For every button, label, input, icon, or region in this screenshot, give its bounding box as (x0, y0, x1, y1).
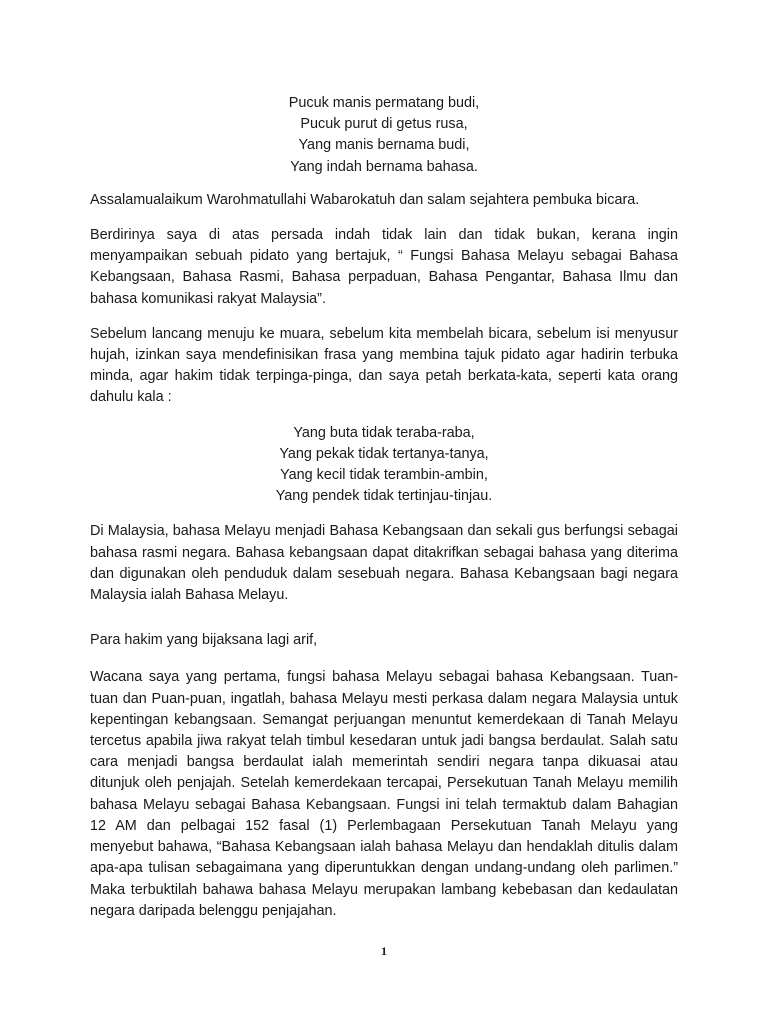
verse-line: Yang pekak tidak tertanya-tanya, (279, 445, 489, 462)
verse-line: Yang indah bernama bahasa. (290, 158, 478, 175)
first-argument-paragraph: Wacana saya yang pertama, fungsi bahasa Melayu sebagai bahasa Kebangsaan. Tuan-tuan dan Puan-puan, ingatlah, bahasa Melayu mesti perkasa dalam negara Malaysia untuk kepentingan kebangsaan. Semangat perjuangan menuntut kemerdekaan di Tanah Melayu tercetus apabila jiwa rakyat telah timbul kesedaran untuk jadi bangsa berdaulat. Salah satu cara menjadi bangsa berdaulat ialah memerintah sendiri negara tanpa dikuasai atau ditunjuk oleh penjajah. Setelah kemerdekaan tercapai, Persekutuan Tanah Melayu memilih bahasa Melayu sebagai Bahasa Kebangsaan. Fungsi ini telah termaktub dalam Bahagian 12 AM dan pelbagai 152 fasal (1) Perlembagaan Persekutuan Tanah Melayu yang menyebut bahawa, “Bahasa Kebangsaan ialah bahasa Melayu dan hendaklah ditulis dalam apa-apa tulisan sebagaimana yang diperuntukkan dengan undang-undang oleh parlimen.” Maka terbuktilah bahawa bahasa Melayu merupakan lambang kebebasan dan kedaulatan negara daripada belenggu penjajahan. (90, 669, 678, 919)
address-paragraph: Para hakim yang bijaksana lagi arif, (90, 632, 318, 649)
verse-line: Pucuk manis permatang budi, (288, 95, 480, 111)
verse-line: Yang buta tidak teraba-raba, (293, 424, 475, 441)
intro-paragraph: Berdirinya saya di atas persada indah tidak lain dan tidak bukan, kerana ingin menyampaikan sebuah pidato yang bertajuk, “ Fungsi Bahasa Melayu sebagai Bahasa Kebangsaan, Bahasa Rasmi, Bahasa perpaduan, Bahasa Pengantar, Bahasa Ilmu dan bahasa komunikasi rakyat Malaysia”. (90, 227, 678, 307)
verse-line: Yang pendek tidak tertinjau-tinjau. (275, 488, 493, 505)
verse-line: Pucuk purut di getus rusa, (300, 116, 468, 133)
page-number: 1 (381, 944, 387, 958)
second-verse (90, 423, 678, 508)
verse-line: Yang kecil tidak terambin-ambin, (280, 467, 488, 484)
national-language-paragraph: Di Malaysia, bahasa Melayu menjadi Bahasa Kebangsaan dan sekali gus berfungsi sebagai bahasa rasmi negara. Bahasa kebangsaan dapat ditakrifkan sebagai bahasa yang diterima dan digunakan oleh penduduk dalam sesebuah negara. Bahasa Kebangsaan bagi negara Malaysia ialah Bahasa Melayu. (90, 523, 678, 604)
document-body (90, 93, 678, 922)
definition-paragraph: Sebelum lancang menuju ke muara, sebelum kita membelah bicara, sebelum isi menyusur hujah, izinkan saya mendefinisikan frasa yang membina tajuk pidato agar hadirin terbuka minda, agar hakim tidak terpinga-pinga, dan saya petah berkata-kata, seperti kata orang dahulu kala : (90, 325, 678, 406)
greeting-paragraph: Assalamualaikum Warohmatullahi Wabarokatuh dan salam sejahtera pembuka bicara. (90, 191, 640, 208)
verse-line: Yang manis bernama budi, (298, 137, 470, 154)
opening-verse (90, 93, 678, 178)
